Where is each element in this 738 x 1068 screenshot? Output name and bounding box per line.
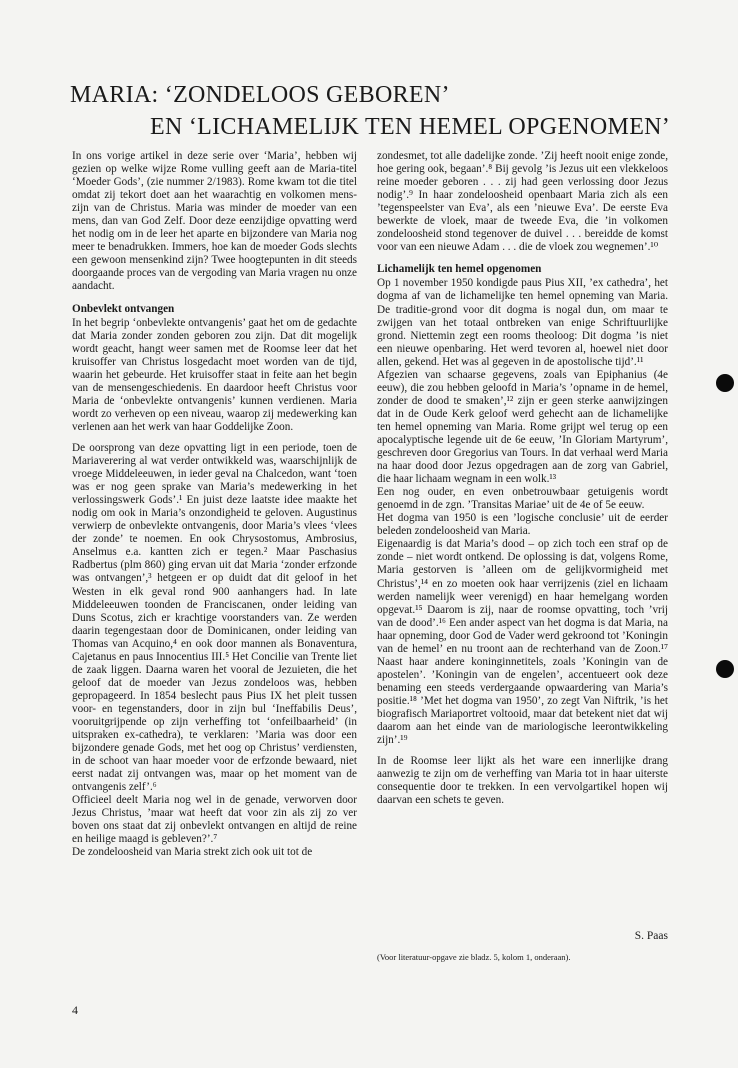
paragraph: Het dogma van 1950 is een ’logische conclusie’ uit de eerder beleden zondeloosheid van Maria. — [377, 512, 668, 538]
paragraph: Een nog ouder, en even onbetrouwbaar getuigenis wordt genoemd in de zgn. ’Transitas Mariae’ uit de 4e of 5e eeuw. — [377, 486, 668, 512]
section-heading-onbevlekt: Onbevlekt ontvangen — [72, 302, 175, 315]
intro-paragraph: In ons vorige artikel in deze serie over ‘Maria’, hebben wij gezien op welke wijze Rome vulling geeft aan de Maria-titel ‘Moeder Gods’, (zie nummer 2/1983). Rome kwam tot die titel omdat zij tekort doet aan het waarachtig en volkomen mens-zijn van de Christus. Maria was minder de moeder van een mens, dan van God Zelf. Door deze eenzijdige opvatting werd het nodig om in de leer het aparte en bijzondere van Maria nog meer te benadrukken. Immers, hoe kan de moeder Gods slechts een gewoon mensenkind zijn? Twee hoogtepunten in dit steeds doorgaande proces van de vergoding van Maria vragen nu onze aandacht. — [72, 150, 357, 293]
section-heading-lichamelijk: Lichamelijk ten hemel opgenomen — [377, 263, 542, 276]
paragraph: Afgezien van schaarse gegevens, zoals van Epiphanius (4e eeuw), die zou hebben geloofd in Maria’s ’opname in de hemel, zonder de dood te smaken’,¹² zijn er geen sterke aanwijzingen dat in de Oude Kerk geloof werd gehecht aan de lichamelijke ten hemel opneming van Maria. Rome grijpt wel terug op een apocalyptische legende uit de 6e eeuw, ’In Gloriam Martyrum’, geschreven door Gregorius van Tours. In dat verhaal werd Maria na haar dood door Jezus opgedragen aan de zorg van Gabriel, die haar lichaam wegnam in een wolk.¹³ — [377, 368, 668, 486]
punch-hole-icon — [716, 374, 734, 392]
paragraph: Officieel deelt Maria nog wel in de genade, verworven door Jezus Christus, ’maar wat heeft dat voor zin als zij zo ver boven ons staat dat zij onbevlekt ontvangen en altijd de reine en heilige maagd is gebleven?’.⁷ — [72, 794, 357, 846]
paragraph: In de Roomse leer lijkt als het ware een innerlijke drang aanwezig te zijn om de verheffing van Maria tot in haar uiterste consequentie door te trekken. In een vervolgartikel hopen wij daarvan een schets te geven. — [377, 755, 668, 807]
article-title-line-1: MARIA: ‘ZONDELOOS GEBOREN’ — [70, 82, 450, 108]
page-number: 4 — [72, 1003, 78, 1017]
paragraph: In het begrip ‘onbevlekte ontvangenis’ gaat het om de gedachte dat Maria zonder zonden geboren zou zijn. Dat dit mogelijk wordt geacht, hangt weer samen met de Roomse leer dat het kruisoffer van Christus losgedacht moet worden van de tijd, waarin het gebeurde. Het kruisoffer staat in feite aan het begin van de mensengeschiedenis. En daardoor heeft Christus voor Maria de ‘onbevlekte ontvangenis’ kunnen verdienen. Maria wordt zo verheven op een niveau, waarop zij medewerking kan verlenen aan het werk van haar Goddelijke Zoon. — [72, 316, 357, 433]
paragraph: De oorsprong van deze opvatting ligt in een periode, toen de Mariaverering al wat verder ontwikkeld was, waarschijnlijk de vroege Middeleeuwen, in ieder geval na Chalcedon, want ‘toen was er nog geen sprake van Maria’s medewerking in het verlossingswerk Gods’.¹ En juist deze laatste idee maakte het nodig om ook in Maria’s onzondigheid te geloven. Augustinus verwierp de onbevlekte ontvangenis, door Maria’s vlees ‘vlees der zonde’ te noemen. En ook Chrysostomus, Ambrosius, Anselmus e.a. kantten zich er tegen.² Maar Paschasius Radbertus (plm 860) ging ervan uit dat Maria ‘zonder erfzonde was ontvangen’,³ hetgeen er op duidt dat dit geloof in het Westen in elk geval rond 900 aanhangers had. In late Middeleeuwen toonden de Franciscanen, onder leiding van Duns Scotus, zich er krachtige voorstanders van. Ze werden daarin tegengestaan door de Dominicanen, onder leiding van Thomas van Acquino,⁴ en ook door mannen als Bonaventura, Cajetanus en paus Innocentius III.⁵ Het Concilie van Trente liet de zaak liggen. Daarna waren het vooral de Jezuieten, die het geloof dat de moeder van Jezus zondeloos was, hebben gepropageerd. In 1854 beslecht paus Pius IX het pleit tussen voor- en tegenstanders, door in zijn bul ‘Ineffabilis Deus’, vooruitgrijpende op zijn verheffing tot ‘onfeilbaarheid’ (in uitspraken ex-cathedra), te verklaren: ’Maria was door een bijzondere genade Gods, met het oog op Christus’ verdiensten, in de schoot van haar moeder voor de erfzonde bewaard, niet eerst nadat zij ontvangen was, maar op het moment van de ontvangenis zelf’.⁶ — [72, 441, 357, 794]
article-title-line-2: EN ‘LICHAMELIJK TEN HEMEL OPGENOMEN’ — [150, 114, 671, 140]
left-column — [72, 150, 357, 859]
paragraph: Eigenaardig is dat Maria’s dood – op zich toch een straf op de zonde – niet wordt ontkend. De oplossing is dat, volgens Rome, Maria gestorven is ’alleen om de gelijkvormigheid met Christus’,¹⁴ en zo moeten ook haar verrijzenis (ziel en lichaam werden namelijk weer verenigd) en haar hemelgang worden opgevat.¹⁵ Daarom is zij, naar de roomse opvatting, toch ’vrij van de dood’.¹⁶ Een ander aspect van het dogma is dat Maria, na haar opneming, door God de Vader werd gekroond tot ’Koningin van de hemel’ en nu troont aan de rechterhand van de Zoon.¹⁷ Naast haar andere koninginnetitels, zoals ’Koningin van de apostelen’. ’Koningin van de engelen’, accentueert ook deze benaming een steeds verdergaande opwaardering van Maria’s positie.¹⁸ ’Met het dogma van 1950’, zo zegt Van Niftrik, ’is het biografisch Mariaportret voltooid, maar dat betekent niet dat wij daarom aan het einde van de mariologische leerontwikkeling zijn’.¹⁹ — [377, 538, 668, 747]
paragraph: Op 1 november 1950 kondigde paus Pius XII, ’ex cathedra’, het dogma af van de lichamelijke ten hemel opneming van Maria. De traditie-grond voor dit dogma is nogal dun, om maar te zwijgen van het totaal ontbreken van enige Schriftuurlijke grond. Niettemin zegt een rooms theoloog: Dit dogma ’is niet een nieuwe openbaring. Het werd tevoren al, hoewel niet door allen, gekend. Het was al gegeven in de apostolische tijd’.¹¹ — [377, 277, 668, 368]
punch-hole-icon — [716, 660, 734, 678]
right-column — [377, 150, 668, 807]
author-signature: S. Paas — [634, 930, 668, 942]
paragraph: De zondeloosheid van Maria strekt zich ook uit tot de — [72, 846, 313, 859]
paragraph: zondesmet, tot alle dadelijke zonde. ’Zij heeft nooit enige zonde, hoe gering ook, begaan’.⁸ Bij gevolg ’is Jezus uit een vlekkeloos reine moeder geboren . . . zij had geen verlossing door Jezus nodig’.⁹ In haar zondeloosheid openbaart Maria zich als een ’tegenspeelster van Eva’, als een ’nieuwe Eva’. De eerste Eva bewerkte de vloek, maar de tweede Eva, die ’in volkomen zondeloosheid stond tegenover de duivel . . . bereidde de komst voor van een nieuwe Adam . . . die de vloek zou wegnemen’.¹⁰ — [377, 150, 668, 254]
literature-footnote: (Voor literatuur-opgave zie bladz. 5, kolom 1, onderaan). — [377, 952, 571, 962]
